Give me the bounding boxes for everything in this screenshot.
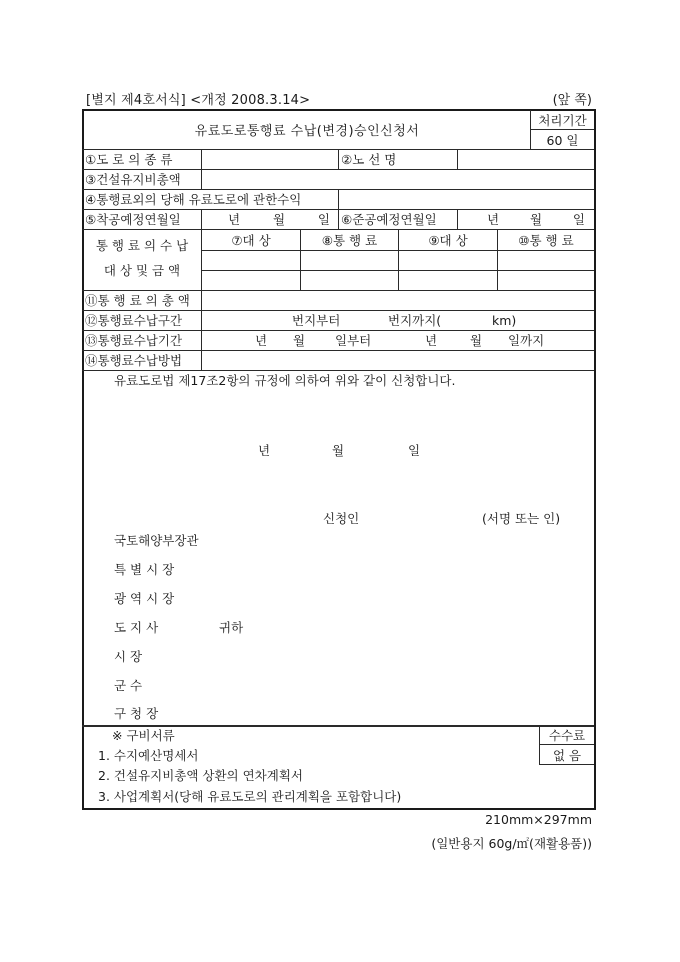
month-unit: 월 <box>272 212 286 227</box>
addressee-governor: 도 지 사 <box>114 620 159 635</box>
target-2-row-2[interactable] <box>399 271 496 290</box>
start-date-label: ⑤착공예정연월일 <box>85 212 181 227</box>
target-1-row-2[interactable] <box>202 271 299 290</box>
paper-spec: (일반용지 60g/㎡(재활용품)) <box>431 836 592 851</box>
divider <box>201 209 202 229</box>
total-toll-label: ⑪통 행 료 의 총 액 <box>85 293 190 308</box>
toll-period-label: ⑬통행료수납기간 <box>85 333 183 348</box>
completion-date-input[interactable] <box>487 209 585 229</box>
total-toll-input[interactable] <box>202 291 593 310</box>
toll-1-row-1[interactable] <box>301 251 397 270</box>
total-cost-input[interactable] <box>202 170 593 189</box>
sub-header-target-1: ⑦대 상 <box>231 232 271 248</box>
addressee-county-head: 군 수 <box>114 678 143 693</box>
signature-hint: (서명 또는 인) <box>482 511 561 526</box>
month-unit: 월 <box>293 333 306 348</box>
toll-target-label-1: 통 행 료 의 수 납 <box>95 238 189 253</box>
road-type-label: ①도 로 의 종 류 <box>85 152 173 167</box>
honorific: 귀하 <box>219 620 244 635</box>
start-date-input[interactable] <box>228 209 330 229</box>
toll-section-label: ⑫통행료수납구간 <box>85 313 183 328</box>
year-unit: 년 <box>487 212 500 227</box>
completion-date-label: ⑥준공예정연월일 <box>341 212 437 227</box>
attachment-item: 2. 건설유지비총액 상환의 연차계획서 <box>98 767 303 783</box>
toll-method-input[interactable] <box>202 351 593 370</box>
toll-2-row-1[interactable] <box>498 251 593 270</box>
sign-month: 월 <box>332 443 345 458</box>
toll-2-row-2[interactable] <box>498 271 593 290</box>
km-unit: km) <box>492 312 517 328</box>
year-unit: 년 <box>228 212 241 227</box>
page-side: (앞 쪽) <box>552 93 592 108</box>
toll-section-input[interactable] <box>202 310 593 330</box>
year-unit: 년 <box>255 333 268 348</box>
attachment-item: 1. 수지예산명세서 <box>98 747 199 763</box>
other-income-label: ④통행료외의 당해 유료도로에 관한수익 <box>85 192 302 207</box>
month-unit: 월 <box>470 333 483 348</box>
form-number: [별지 제4호서식] <개정 2008.3.14> <box>86 93 311 108</box>
divider <box>539 764 594 765</box>
other-income-input[interactable] <box>339 190 593 209</box>
addressee-metro-city-mayor: 광 역 시 장 <box>114 591 175 606</box>
sub-header-toll-1: ⑧통 행 료 <box>321 232 378 248</box>
year-unit: 년 <box>425 333 438 348</box>
target-2-row-1[interactable] <box>399 251 496 270</box>
total-cost-label: ③건설유지비총액 <box>85 172 181 187</box>
form-title: 유료도로통행료 수납(변경)승인신청서 <box>194 124 420 139</box>
addressee-minister: 국토해양부장관 <box>114 533 199 548</box>
route-name-input[interactable] <box>458 150 593 169</box>
target-1-row-1[interactable] <box>202 251 299 270</box>
day-to-unit: 일까지 <box>508 333 545 348</box>
attachment-item: 3. 사업계획서(당해 유료도로의 관리계획을 포함합니다) <box>98 788 402 804</box>
route-name-label: ②노 선 명 <box>341 152 397 167</box>
toll-1-row-2[interactable] <box>301 271 397 290</box>
sub-header-toll-2: ⑩통 행 료 <box>518 232 574 248</box>
toll-target-label-2: 대 상 및 금 액 <box>103 263 181 278</box>
paper-size: 210mm×297mm <box>485 812 592 827</box>
addressee-city-mayor: 시 장 <box>114 649 143 664</box>
day-unit: 일 <box>317 212 330 227</box>
sign-year: 년 <box>258 443 271 458</box>
processing-period-label: 처리기간 <box>538 112 587 128</box>
divider <box>457 209 458 229</box>
sub-header-target-2: ⑨대 상 <box>428 232 468 248</box>
attachments-title: ※ 구비서류 <box>112 728 175 743</box>
addressee-special-city-mayor: 특 별 시 장 <box>114 562 175 577</box>
toll-method-label: ⑭통행료수납방법 <box>85 353 183 368</box>
toll-period-input[interactable] <box>202 330 593 350</box>
sign-day: 일 <box>408 443 421 458</box>
day-from-unit: 일부터 <box>335 333 372 348</box>
divider <box>338 149 339 169</box>
fee-value: 없 음 <box>552 747 582 763</box>
from-lot: 번지부터 <box>292 313 341 328</box>
declaration-text: 유료도로법 제17조2항의 규정에 의하여 위와 같이 신청합니다. <box>114 373 456 388</box>
to-lot: 번지까지( <box>388 313 442 328</box>
day-unit: 일 <box>572 212 585 227</box>
addressee-district-head: 구 청 장 <box>114 706 159 721</box>
fee-label: 수수료 <box>548 728 586 743</box>
applicant-label: 신청인 <box>323 511 360 526</box>
applicant-signature-field[interactable] <box>400 508 478 528</box>
processing-period-value: 60 일 <box>546 132 579 148</box>
road-type-input[interactable] <box>202 150 337 169</box>
month-unit: 월 <box>529 212 543 227</box>
